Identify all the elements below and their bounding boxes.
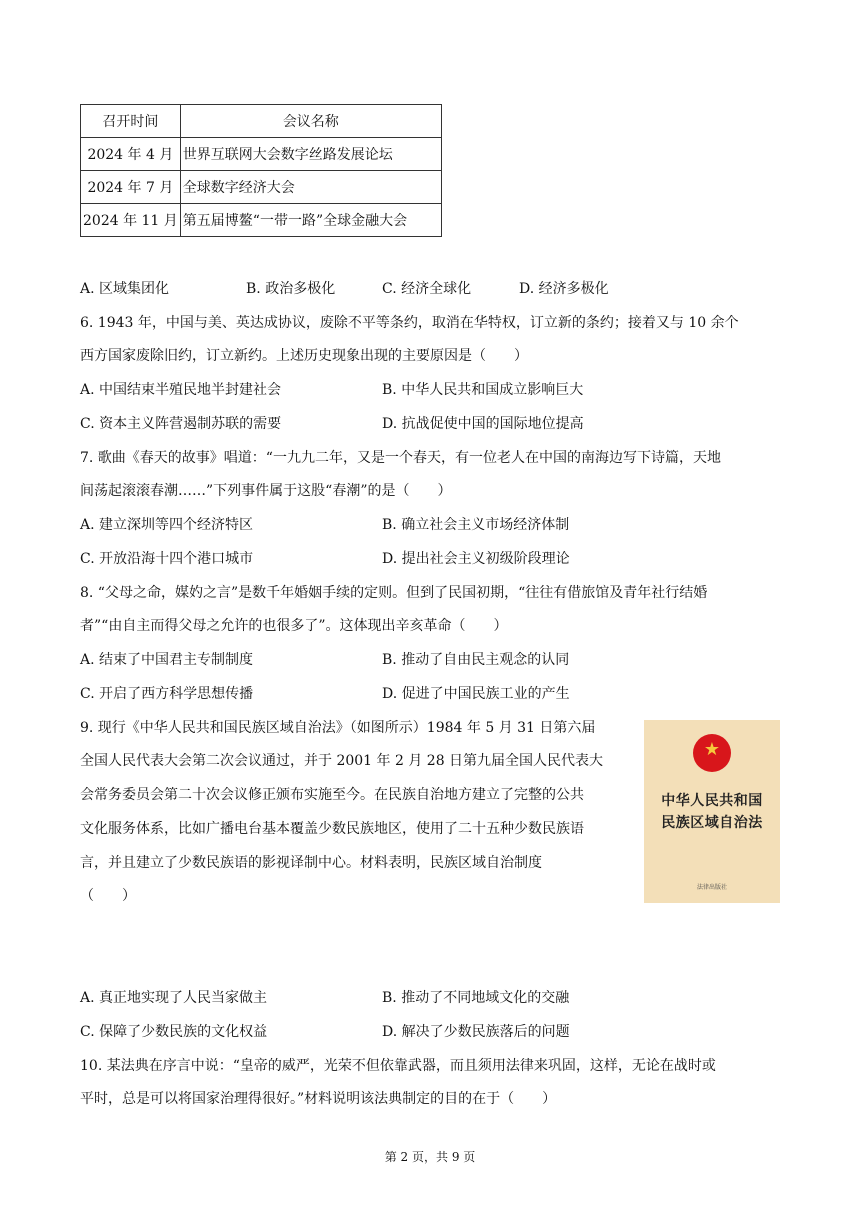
q9-option-d: D. 解决了少数民族落后的问题 <box>382 1024 570 1040</box>
table-row <box>81 138 442 171</box>
q9-option-c: C. 保障了少数民族的文化权益 <box>80 1024 268 1040</box>
q8-option-d: D. 促进了中国民族工业的产生 <box>382 686 570 702</box>
q9-option-a: A. 真正地实现了人民当家做主 <box>80 990 268 1006</box>
q6-stem-line: 6. 1943 年，中国与美、英达成协议，废除不平等条约，取消在华特权，订立新的条约；接着又与 10 余个 <box>80 315 739 331</box>
national-emblem-icon <box>693 734 731 772</box>
table-cell-time: 2024 年 7 月 <box>81 171 181 204</box>
q6-stem-line: 西方国家废除旧约，订立新约。上述历史现象出现的主要原因是（ ） <box>80 348 528 364</box>
q6-option-c: C. 资本主义阵营遏制苏联的需要 <box>80 416 282 432</box>
table-header-row <box>81 105 442 138</box>
table-row <box>81 171 442 204</box>
book-title-line: 民族区域自治法 <box>661 815 763 831</box>
q6-option-a: A. 中国结束半殖民地半封建社会 <box>80 382 282 398</box>
q9-stem-line: 言，并且建立了少数民族语的影视译制中心。材料表明，民族区域自治制度 <box>80 855 542 871</box>
q5-option-b: B. 政治多极化 <box>246 281 336 297</box>
page-footer: 第 2 页，共 9 页 <box>384 1150 476 1164</box>
table-row <box>81 204 442 237</box>
q5-option-c: C. 经济全球化 <box>382 281 472 297</box>
q9-answer-blank: （ ） <box>80 888 136 904</box>
q7-option-d: D. 提出社会主义初级阶段理论 <box>382 551 570 567</box>
q8-option-b: B. 推动了自由民主观念的认同 <box>382 652 570 668</box>
q7-option-a: A. 建立深圳等四个经济特区 <box>80 517 254 533</box>
q8-stem-line: 8. “父母之命，媒妁之言”是数千年婚姻手续的定则。但到了民国初期，“往往有借旅馆及青年社行结婚 <box>80 585 708 601</box>
q5-option-a: A. 区域集团化 <box>80 281 170 297</box>
q7-stem-line: 间荡起滚滚春潮……”下列事件属于这股“春潮”的是（ ） <box>80 483 452 499</box>
law-book-cover-image <box>644 720 780 903</box>
q9-stem-line: 全国人民代表大会第二次会议通过，并于 2001 年 2 月 28 日第九届全国人民代表大 <box>80 753 604 769</box>
q10-stem-line: 平时，总是可以将国家治理得很好。”材料说明该法典制定的目的在于（ ） <box>80 1091 557 1107</box>
q9-stem-line: 9. 现行《中华人民共和国民族区域自治法》（如图所示）1984 年 5 月 31 日第六届 <box>80 720 596 736</box>
table-cell-time: 2024 年 4 月 <box>81 138 181 171</box>
q8-stem-line: 者”“由自主而得父母之允许的也很多了”。这体现出辛亥革命（ ） <box>80 618 508 634</box>
q9-stem-line: 文化服务体系，比如广播电台基本覆盖少数民族地区，使用了二十五种少数民族语 <box>80 821 584 837</box>
meeting-table <box>80 104 442 237</box>
q7-option-b: B. 确立社会主义市场经济体制 <box>382 517 570 533</box>
q10-stem-line: 10. 某法典在序言中说：“皇帝的威严，光荣不但依靠武器，而且须用法律来巩固，这样，无论在战时或 <box>80 1058 716 1074</box>
q9-stem-line: 会常务委员会第二十次会议修正颁布实施至今。在民族自治地方建立了完整的公共 <box>80 787 584 803</box>
q7-option-c: C. 开放沿海十四个港口城市 <box>80 551 254 567</box>
table-header-time: 召开时间 <box>81 105 181 138</box>
book-title-line: 中华人民共和国 <box>661 793 763 809</box>
q8-option-c: C. 开启了西方科学思想传播 <box>80 686 254 702</box>
table-header-name: 会议名称 <box>180 105 441 138</box>
book-publisher: 法律出版社 <box>696 884 727 891</box>
table-cell-name: 世界互联网大会数字丝路发展论坛 <box>180 138 441 171</box>
q7-stem-line: 7. 歌曲《春天的故事》唱道：“一九九二年，又是一个春天，有一位老人在中国的南海边写下诗篇，天地 <box>80 450 721 466</box>
table-cell-time: 2024 年 11 月 <box>81 204 181 237</box>
q9-option-b: B. 推动了不同地域文化的交融 <box>382 990 570 1006</box>
q5-option-d: D. 经济多极化 <box>519 281 609 297</box>
q6-option-b: B. 中华人民共和国成立影响巨大 <box>382 382 584 398</box>
q6-option-d: D. 抗战促使中国的国际地位提高 <box>382 416 584 432</box>
book-title <box>661 790 763 834</box>
table-cell-name: 全球数字经济大会 <box>180 171 441 204</box>
q8-option-a: A. 结束了中国君主专制制度 <box>80 652 254 668</box>
table-cell-name: 第五届博鳌“一带一路”全球金融大会 <box>180 204 441 237</box>
